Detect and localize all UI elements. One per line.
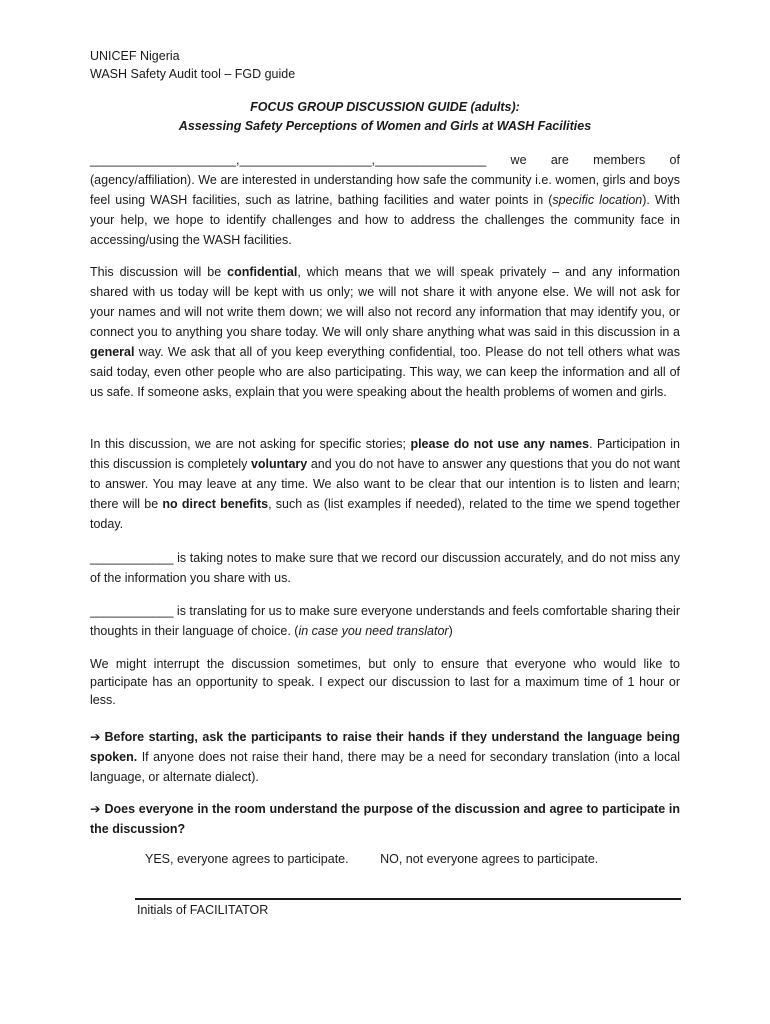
option-yes[interactable]: YES, everyone agrees to participate. [145, 852, 349, 866]
intro-word: of [669, 153, 680, 167]
note-taker-paragraph [90, 548, 680, 588]
text-run: is translating for us to make sure everyone understands and feels comfortable sharing their thoughts in their language of choice. ( [90, 604, 680, 638]
option-no[interactable]: NO, not everyone agrees to participate. [380, 852, 599, 866]
consent-options [145, 852, 598, 866]
text-run: If anyone does not raise their hand, there may be a need for secondary translation (into a local language, or alternate dialect). [90, 750, 680, 784]
instruction-consent [90, 799, 680, 839]
specific-location: specific location [552, 193, 643, 207]
intro-word: are [550, 153, 569, 167]
facilitator-initials-label: Initials of FACILITATOR [137, 903, 269, 917]
text-run: way. We ask that all of you keep everything confidential, too. Please do not tell others what was said today, even other people who are also participating. This way, we can keep the information and all of us safe. If someone asks, explain that you were speaking about the health problems of women and girls. [90, 345, 680, 399]
org-name: UNICEF Nigeria [90, 49, 180, 63]
translator-blank: ____________ [90, 604, 174, 618]
text-run: and you do not have to answer any questions that you do not want to answer. You may leave at any time. We also want to be clear that our intention is to listen and learn; there will be [90, 457, 680, 511]
no-names-emphasis: please do not use any names [410, 437, 590, 451]
signature-line [135, 898, 681, 900]
intro-word: we [510, 153, 527, 167]
confidential-emphasis: confidential [227, 265, 298, 279]
translator-paragraph [90, 601, 680, 641]
name-blanks: _____________________,___________________,________________ [90, 153, 487, 167]
text-run: ) [448, 624, 453, 638]
text-run: In this discussion, we are not asking for specific stories; [90, 437, 411, 451]
confidential-paragraph [90, 262, 680, 402]
note-taker-blank: ____________ [90, 551, 174, 565]
voluntary-paragraph [90, 434, 680, 534]
title-line-2: Assessing Safety Perceptions of Women and Girls at WASH Facilities [178, 119, 592, 133]
instruction-language [90, 727, 680, 787]
general-emphasis: general [90, 345, 135, 359]
instruction-bold: Does everyone in the room understand the purpose of the discussion and agree to participate in the discussion? [90, 802, 680, 836]
text-run: This discussion will be [90, 265, 228, 279]
interrupt-paragraph: We might interrupt the discussion sometimes, but only to ensure that everyone who would like to participate has an opportunity to speak. I expect our discussion to last for a maximum time of 1 hour or less. [90, 657, 680, 707]
translator-note: in case you need translator [298, 624, 449, 638]
intro-blanks-line [90, 150, 680, 170]
text-run: , which means that we will speak privately – and any information shared with us today will be kept with us only; we will not share it with anyone else. We will not ask for your names and will not write them down; we will also not record any information that may identify you, or connect you to anything you share today. We will only share anything what was said in this discussion in a [90, 265, 680, 339]
intro-word: members [593, 153, 646, 167]
intro-paragraph [90, 150, 680, 250]
document-title [90, 98, 680, 136]
text-run: , such as (list examples if needed), related to the time we spend together today. [90, 497, 680, 531]
voluntary-emphasis: voluntary [250, 457, 308, 471]
instruction-bold: Before starting, ask the participants to raise their hands if they understand the language being spoken. [90, 730, 680, 764]
intro-text-end: ). With your help, we hope to identify challenges and how to address the challenges the community face in accessing/using the WASH facilities. [90, 193, 680, 247]
intro-text: (agency/affiliation). We are interested in understanding how safe the community i.e. women, girls and boys feel using WASH facilities, such as latrine, bathing facilities and water points in ( [90, 173, 680, 207]
title-line-1: FOCUS GROUP DISCUSSION GUIDE (adults): [250, 100, 520, 114]
text-run: . Participation in this discussion is completely [90, 437, 680, 471]
document-header [90, 47, 295, 83]
arrow-right-icon: ➔ [90, 802, 101, 816]
arrow-right-icon: ➔ [90, 730, 101, 744]
text-run: is taking notes to make sure that we record our discussion accurately, and do not miss any of the information you share with us. [90, 551, 680, 585]
no-benefits-emphasis: no direct benefits [162, 497, 269, 511]
tool-name: WASH Safety Audit tool – FGD guide [90, 67, 296, 81]
